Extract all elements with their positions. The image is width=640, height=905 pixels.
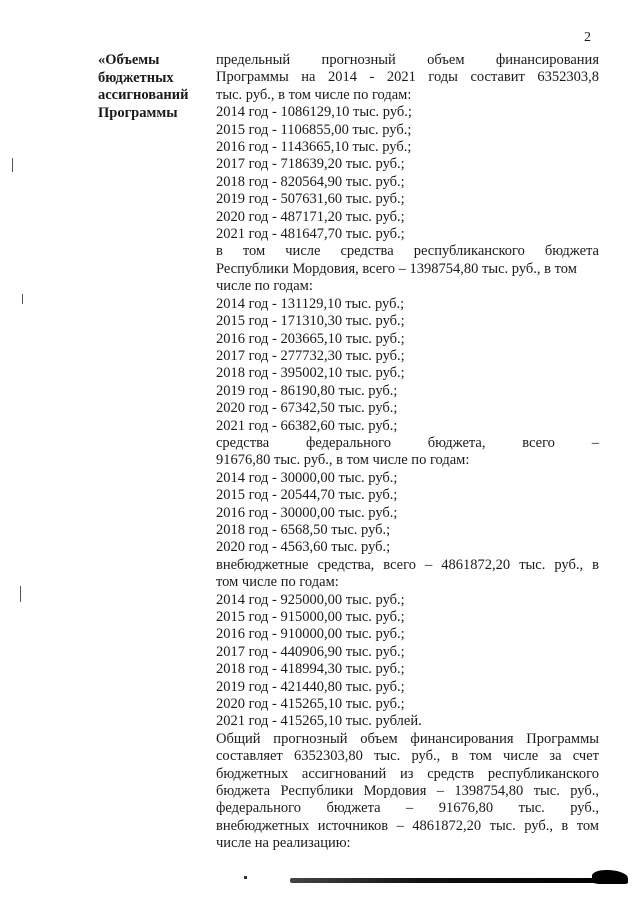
republic-intro-line: числе по годам: (216, 278, 313, 295)
republic-year-line: 2016 год - 203665,10 тыс. руб.; (216, 330, 405, 347)
extra-year-line: 2020 год - 415265,10 тыс. руб.; (216, 696, 405, 713)
extra-year-line: 2019 год - 421440,80 тыс. руб.; (216, 678, 405, 695)
summary-line: федерального бюджета – 91676,80 тыс. руб., (216, 800, 599, 817)
republic-year-line: 2014 год - 131129,10 тыс. руб.; (216, 295, 405, 312)
extra-year-line: 2018 год - 418994,30 тыс. руб.; (216, 661, 405, 678)
republic-intro-line: Республики Мордовия, всего – 1398754,80 тыс. руб., в том (216, 260, 577, 277)
total-year-line: 2020 год - 487171,20 тыс. руб.; (216, 208, 405, 225)
total-year-line: 2017 год - 718639,20 тыс. руб.; (216, 156, 405, 173)
total-year-line: 2016 год - 1143665,10 тыс. руб.; (216, 139, 412, 156)
total-year-line: 2014 год - 1086129,10 тыс. руб.; (216, 104, 412, 121)
scan-edge-blob (592, 870, 628, 884)
total-year-line: 2018 год - 820564,90 тыс. руб.; (216, 173, 405, 190)
republic-year-line: 2018 год - 395002,10 тыс. руб.; (216, 365, 405, 382)
summary-line: составляет 6352303,80 тыс. руб., в том числе за счет (216, 748, 599, 765)
federal-year-line: 2018 год - 6568,50 тыс. руб.; (216, 521, 391, 538)
intro-line: предельный прогнозный объем финансирования (216, 52, 599, 68)
intro-line: тыс. руб., в том числе по годам: (216, 86, 412, 103)
scan-margin-mark (12, 158, 13, 172)
extra-year-line: 2017 год - 440906,90 тыс. руб.; (216, 643, 405, 660)
republic-year-line: 2020 год - 67342,50 тыс. руб.; (216, 400, 398, 417)
section-label (98, 52, 206, 122)
extra-year-line: 2014 год - 925000,00 тыс. руб.; (216, 591, 405, 608)
scan-edge-bar (290, 878, 620, 883)
scan-speck (244, 876, 247, 879)
republic-year-line: 2015 год - 171310,30 тыс. руб.; (216, 313, 405, 330)
total-year-line: 2021 год - 481647,70 тыс. руб.; (216, 226, 405, 243)
page-number: 2 (584, 30, 591, 45)
scan-margin-mark (20, 586, 21, 602)
federal-intro-line: средства федерального бюджета, всего – (216, 434, 599, 451)
extra-intro-line: том числе по годам: (216, 574, 339, 591)
total-year-line: 2015 год - 1106855,00 тыс. руб.; (216, 121, 412, 138)
label-line: «Объемы (98, 52, 160, 68)
summary-line: бюджета Республики Мордовия – 1398754,80 тыс. руб., (216, 783, 599, 800)
intro-line: Программы на 2014 - 2021 годы составит 6352303,8 (216, 69, 599, 86)
label-line: ассигнований (98, 87, 189, 103)
scan-margin-mark (22, 294, 23, 304)
extra-year-line: 2021 год - 415265,10 тыс. рублей. (216, 713, 422, 730)
republic-intro-line: в том числе средства республиканского бюджета (216, 243, 599, 260)
extra-year-line: 2015 год - 915000,00 тыс. руб.; (216, 609, 405, 625)
republic-year-line: 2019 год - 86190,80 тыс. руб.; (216, 382, 398, 399)
total-year-line: 2019 год - 507631,60 тыс. руб.; (216, 191, 405, 208)
republic-year-line: 2021 год - 66382,60 тыс. руб.; (216, 417, 398, 434)
republic-year-line: 2017 год - 277732,30 тыс. руб.; (216, 347, 405, 364)
federal-year-line: 2015 год - 20544,70 тыс. руб.; (216, 487, 398, 504)
label-line: бюджетных (98, 69, 174, 86)
summary-line: числе на реализацию: (216, 835, 351, 852)
summary-line: внебюджетных источников – 4861872,20 тыс. руб., в том (216, 817, 599, 834)
extra-intro-line: внебюджетные средства, всего – 4861872,20 тыс. руб., в (216, 556, 599, 573)
federal-year-line: 2014 год - 30000,00 тыс. руб.; (216, 469, 398, 486)
label-line: Программы (98, 104, 178, 121)
summary-line: Общий прогнозный объем финансирования Программы (216, 730, 599, 747)
federal-year-line: 2016 год - 30000,00 тыс. руб.; (216, 504, 398, 521)
extra-year-line: 2016 год - 910000,00 тыс. руб.; (216, 626, 405, 643)
federal-intro-line: 91676,80 тыс. руб., в том числе по годам: (216, 452, 470, 469)
financing-text (216, 52, 599, 853)
federal-year-line: 2020 год - 4563,60 тыс. руб.; (216, 539, 391, 556)
summary-line: бюджетных ассигнований из средств республиканского (216, 765, 599, 782)
